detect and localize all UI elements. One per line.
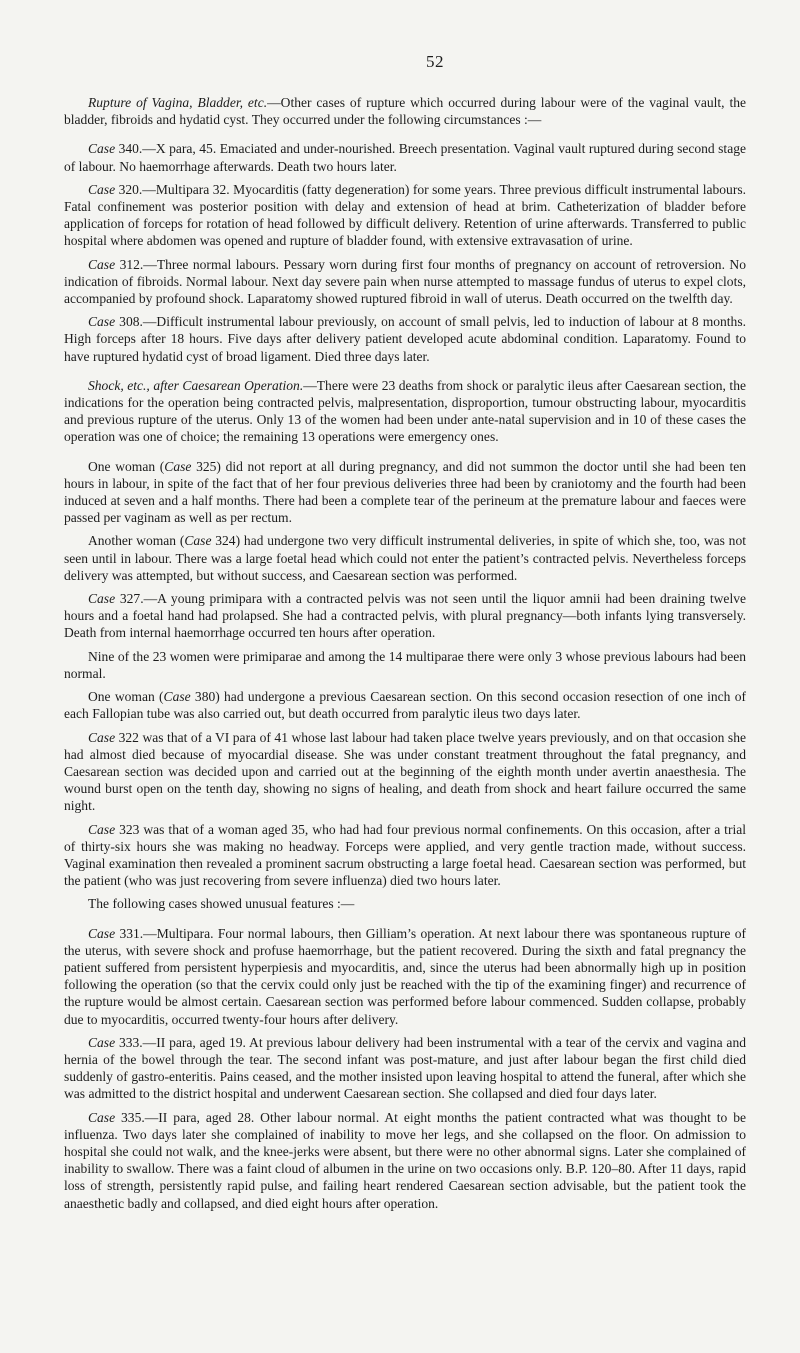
paragraph — [64, 925, 746, 1028]
paragraph-lead: Case — [88, 314, 116, 330]
paragraph — [64, 1034, 746, 1103]
page-number: 52 — [426, 52, 444, 71]
paragraph-text: 335.—II para, aged 28. Other labour normal. At eight months the patient contracted what was thought to be influenza. Two days later she complained of inability to move her legs, and she collapsed on the floor. On admission to hospital she could not walk, and the knee-jerks were absent, but there were no other abnormal signs. Later she complained of inability to swallow. There was a faint cloud of albumen in the urine on two occasions only. B.P. 120–80. After 11 days, rapid loss of strength, persistently rapid pulse, and failing heart rendered Caesarean section advisable, but the patient took the anaesthetic badly and collapsed, and died eight hours after operation. — [64, 1109, 746, 1211]
paragraph-lead: Case — [88, 181, 116, 197]
paragraph-lead: Case — [88, 141, 116, 157]
paragraph-text: Nine of the 23 women were primiparae and among the 14 multiparae there were only 3 whose previous labours had been normal. — [64, 648, 746, 681]
paragraph — [64, 181, 746, 250]
paragraph-lead: Case — [88, 256, 116, 272]
paragraph-text: —Other cases of rupture which occurred during labour were of the vaginal vault, the bladder, fibroids and hydatid cyst. They occurred under the following circumstances :— — [64, 95, 747, 128]
paragraph — [64, 895, 746, 912]
paragraph-lead: Rupture of Vagina, Bladder, etc. — [88, 95, 268, 110]
paragraph-prefix: One woman ( — [88, 689, 164, 705]
paragraph-text: 333.—II para, aged 19. At previous labour delivery had been instrumental with a tear of the cervix and vagina and hernia of the bowel through the tear. The second infant was post-mature, and just after labour began the first child died suddenly of gastro-enteritis. Pains ceased, and the mother insisted upon leaving hospital to attend the funeral, after which she was admitted to the district hospital and underwent Caesarean section. She collapsed and died four days later. — [64, 1034, 746, 1102]
paragraph — [64, 532, 746, 584]
paragraph-lead: Case — [88, 821, 116, 837]
paragraph — [64, 313, 746, 365]
paragraph — [64, 729, 746, 815]
paragraph — [64, 1109, 746, 1212]
paragraph — [64, 256, 746, 308]
case-label: Case — [184, 533, 212, 549]
paragraph-prefix: One woman ( — [88, 458, 165, 474]
paragraph-text: 322 was that of a VI para of 41 whose last labour had taken place twelve years previously, and on that occasion she had almost died because of myocardial disease. She was under constant treatment throughout the fatal pregnancy, and Caesarean section was decided upon and carried out at the beginning of the eighth month under avertin anaesthesia. The wound burst open on the tenth day, showing no signs of healing, and death from shock and heart failure occurred the same night. — [64, 729, 746, 814]
paragraph-lead: Case — [88, 591, 116, 607]
paragraph — [64, 377, 746, 446]
paragraph — [64, 821, 746, 890]
paragraph-text: 324) had undergone two very difficult instrumental deliveries, in spite of which she, too, was not seen until in labour. There was a large foetal head which could not enter the patient’s contracted pelvis. Nevertheless forceps delivery was attempted, but without success, and Caesarean section was performed. — [64, 533, 746, 583]
paragraph — [64, 648, 746, 682]
paragraph-text: 327.—A young primipara with a contracted pelvis was not seen until the liquor amnii had been draining twelve hours and a foetal hand had prolapsed. She had a contracted pelvis, with plural pregnancy—both infants lying transversely. Death from internal haemorrhage occurred ten hours after operation. — [64, 591, 746, 641]
case-label: Case — [163, 689, 191, 705]
paragraph-text: 325) did not report at all during pregnancy, and did not summon the doctor until she had been ten hours in labour, in spite of the fact that of her four previous deliveries three had been by craniotomy and the fourth had been induced at seven and a half months. There had been a complete tear of the perineum at the premature labour and faeces were passed per vaginam as well as per rectum. — [64, 458, 747, 526]
paragraph-text: 320.—Multipara 32. Myocarditis (fatty degeneration) for some years. Three previous difficult instrumental labours. Fatal confinement was posterior position with delay and extension of head at brim. Catheterization of bladder before application of forceps for rotation of head followed by difficult delivery. Retention of urine afterwards. Transferred to public hospital where abdomen was opened and rupture of bladder found, with extensive extravasation of urine. — [64, 181, 746, 249]
paragraph-text: 380) had undergone a previous Caesarean section. On this second occasion resection of one inch of each Fallopian tube was also carried out, but death occurred from paralytic ileus two days later. — [64, 689, 746, 722]
paragraph-text: The following cases showed unusual features :— — [88, 896, 355, 912]
paragraph-text: 312.—Three normal labours. Pessary worn during first four months of pregnancy on account of retroversion. No indication of fibroids. Normal labour. Next day severe pain when nurse attempted to massage fundus of uterus to expel clots, accompanied by profound shock. Laparatomy showed ruptured fibroid in wall of uterus. Death occurred on the twelfth day. — [64, 256, 746, 307]
paragraph-text: 323 was that of a woman aged 35, who had had four previous normal confinements. On this occasion, after a trial of thirty-six hours she was making no headway. Forceps were applied, and very gentle traction made, without success. Vaginal examination then revealed a prominent sacrum obstructing a large foetal head. Caesarean section was performed, but the patient (who was just recovering from severe influenza) died two hours later. — [64, 821, 746, 889]
case-label: Case — [164, 458, 192, 474]
paragraph-lead: Case — [88, 1109, 116, 1125]
paragraph-lead: Case — [88, 925, 116, 941]
paragraph — [64, 458, 746, 527]
paragraph-text: 340.—X para, 45. Emaciated and under-nourished. Breech presentation. Vaginal vault ruptured during second stage of labour. No haemorrhage afterwards. Death two hours later. — [64, 141, 746, 174]
paragraph-lead: Shock, etc., after Caesarean Operation. — [88, 377, 304, 393]
paragraph-lead: Case — [88, 729, 116, 745]
paragraph-text: 308.—Difficult instrumental labour previously, on account of small pelvis, led to induction of labour at 8 months. High forceps after 18 hours. Five days after delivery patient developed acute abdominal condition. Laparatomy. Found to have ruptured hydatid cyst of broad ligament. Died three days later. — [64, 314, 746, 364]
paragraph — [64, 94, 746, 128]
paragraph-text: 331.—Multipara. Four normal labours, then Gilliam’s operation. At next labour there was spontaneous rupture of the uterus, with severe shock and profuse haemorrhage, but the patient recovered. During the sixth and fatal pregnancy the patient suffered from persistent hyperpiesis and myocarditis, and, since the uterus had been abnormally high up in position following the operation (so that the cervix could only just be reached with the tip of the examining finger) and recurrence of the rupture would be almost certain. Caesarean section was performed before labour commenced. Sudden collapse, probably due to myocarditis, occurred twenty-four hours after delivery. — [64, 925, 746, 1027]
paragraph — [64, 590, 746, 642]
body-text — [64, 94, 746, 1212]
paragraph — [64, 688, 746, 722]
paragraph — [64, 140, 746, 174]
paragraph-text: —There were 23 deaths from shock or paralytic ileus after Caesarean section, the indications for the operation being contracted pelvis, malpresentation, disproportion, tumour obstructing labour, myocarditis and previous rupture of the uterus. Only 13 of the women had been under ante-natal supervision and in 10 of these cases the operation was one of choice; the remaining 13 operations were emergency ones. — [64, 377, 746, 445]
paragraph-lead: Case — [88, 1034, 116, 1050]
paragraph-prefix: Another woman ( — [88, 533, 185, 549]
